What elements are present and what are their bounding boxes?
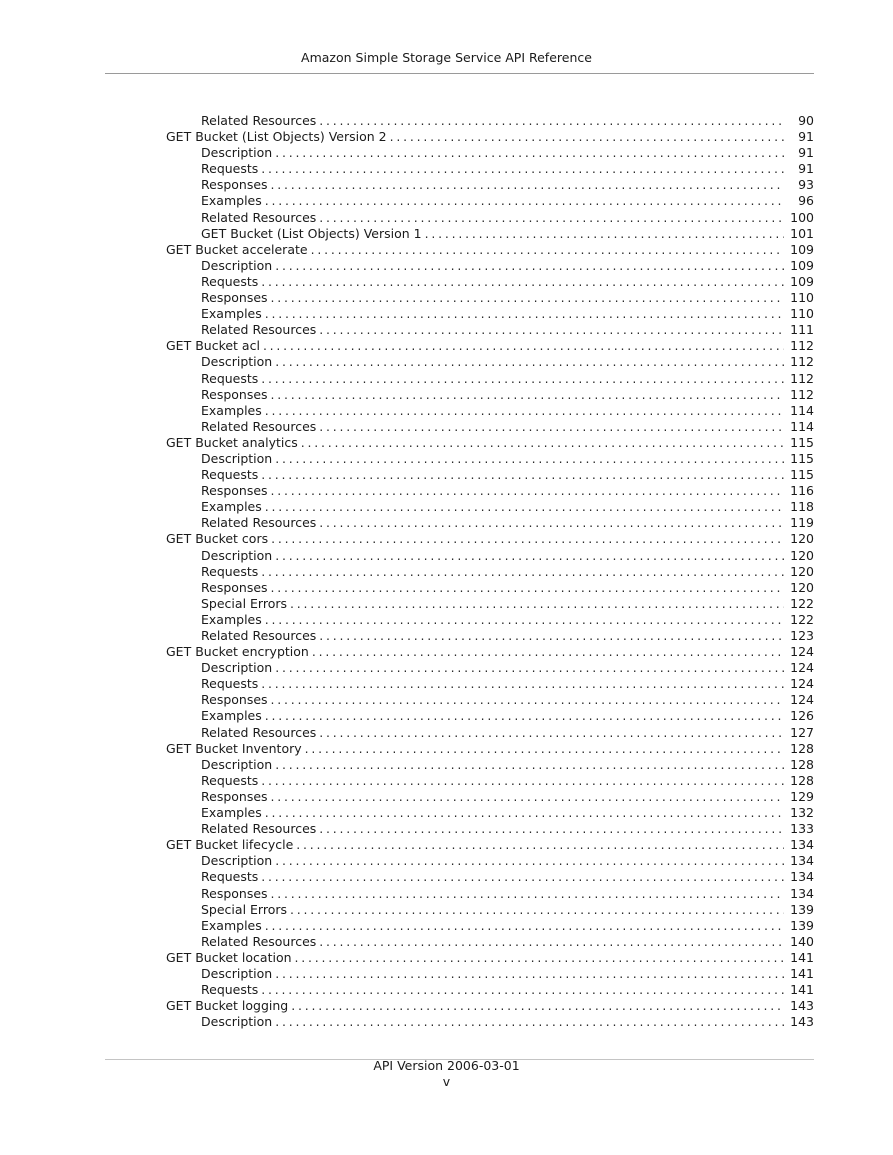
dot-leader (271, 580, 784, 596)
toc-entry-title: GET Bucket lifecycle (166, 837, 294, 853)
toc-entry-page-number: 141 (790, 965, 814, 981)
toc-entry-title: Related Resources (201, 209, 317, 225)
dot-leader (265, 499, 784, 515)
toc-subsection-entry[interactable] (166, 580, 814, 596)
toc-entry-page-number: 124 (790, 644, 814, 660)
toc-subsection-entry[interactable] (166, 886, 814, 902)
toc-subsection-entry[interactable] (166, 708, 814, 724)
toc-entry-page-number: 128 (790, 740, 814, 756)
dot-leader (261, 564, 784, 580)
toc-entry-page-number: 124 (790, 676, 814, 692)
toc-entry-page-number: 93 (798, 177, 814, 193)
toc-subsection-entry[interactable] (166, 692, 814, 708)
dot-leader (265, 708, 784, 724)
dot-leader (261, 274, 784, 290)
dot-leader (275, 966, 784, 982)
toc-entry-page-number: 101 (790, 225, 814, 241)
toc-entry-page-number: 112 (790, 338, 814, 354)
toc-entry-page-number: 134 (790, 837, 814, 853)
dot-leader (261, 773, 784, 789)
dot-leader (290, 902, 784, 918)
dot-leader (265, 306, 784, 322)
toc-subsection-entry[interactable] (166, 853, 814, 869)
dot-leader (390, 129, 784, 145)
dot-leader (261, 676, 784, 692)
dot-leader (271, 177, 784, 193)
dot-leader (261, 161, 784, 177)
toc-entry-title: Related Resources (201, 418, 317, 434)
toc-entry-title: Description (201, 145, 273, 161)
toc-entry-title: Related Resources (201, 322, 317, 338)
toc-subsection-entry[interactable] (166, 548, 814, 564)
toc-subsection-entry[interactable] (166, 902, 814, 918)
toc-entry-title: Requests (201, 772, 259, 788)
toc-entry-title: Responses (201, 386, 268, 402)
toc-subsection-entry[interactable] (166, 274, 814, 290)
toc-entry-page-number: 120 (790, 547, 814, 563)
toc-subsection-entry[interactable] (166, 451, 814, 467)
toc-entry-page-number: 115 (790, 434, 814, 450)
dot-leader (265, 612, 784, 628)
dot-leader (261, 869, 784, 885)
dot-leader (319, 419, 784, 435)
toc-entry-page-number: 143 (790, 998, 814, 1014)
toc-entry-title: Requests (201, 370, 259, 386)
toc-entry-title: GET Bucket cors (166, 531, 269, 547)
toc-entry-page-number: 129 (790, 788, 814, 804)
toc-subsection-entry[interactable] (166, 869, 814, 885)
toc-entry-title: Requests (201, 982, 259, 998)
toc-section-entry[interactable] (166, 129, 814, 145)
dot-leader (271, 483, 784, 499)
toc-subsection-entry[interactable] (166, 612, 814, 628)
toc-entry-title: Responses (201, 290, 268, 306)
dot-leader (301, 435, 784, 451)
dot-leader (261, 467, 784, 483)
dot-leader (305, 741, 784, 757)
toc-entry-page-number: 140 (790, 933, 814, 949)
toc-entry-title: Related Resources (201, 933, 317, 949)
dot-leader (275, 451, 784, 467)
toc-entry-page-number: 134 (790, 869, 814, 885)
toc-subsection-entry[interactable] (166, 403, 814, 419)
toc-entry-page-number: 91 (798, 145, 814, 161)
toc-entry-page-number: 91 (798, 129, 814, 145)
toc-entry-page-number: 110 (790, 306, 814, 322)
toc-subsection-entry[interactable] (166, 499, 814, 515)
dot-leader (271, 387, 784, 403)
toc-entry-title: Examples (201, 193, 262, 209)
toc-entry-page-number: 127 (790, 724, 814, 740)
toc-subsection-entry[interactable] (166, 371, 814, 387)
toc-subsection-entry[interactable] (166, 515, 814, 531)
toc-section-entry[interactable] (166, 531, 814, 547)
table-of-contents (166, 113, 814, 1030)
dot-leader (296, 837, 784, 853)
toc-section-entry[interactable] (166, 644, 814, 660)
toc-entry-title: GET Bucket acl (166, 338, 260, 354)
toc-entry-page-number: 122 (790, 611, 814, 627)
toc-entry-page-number: 134 (790, 885, 814, 901)
toc-entry-title: Examples (201, 306, 262, 322)
toc-entry-page-number: 118 (790, 499, 814, 515)
toc-entry-page-number: 115 (790, 450, 814, 466)
dot-leader (312, 644, 784, 660)
toc-entry-title: GET Bucket (List Objects) Version 1 (201, 225, 422, 241)
toc-entry-page-number: 120 (790, 563, 814, 579)
toc-subsection-entry[interactable] (166, 177, 814, 193)
toc-entry-title: Requests (201, 467, 259, 483)
toc-entry-page-number: 112 (790, 354, 814, 370)
toc-subsection-entry[interactable] (166, 258, 814, 274)
toc-entry-title: Responses (201, 788, 268, 804)
dot-leader (271, 886, 784, 902)
toc-entry-page-number: 122 (790, 595, 814, 611)
toc-entry-title: Responses (201, 177, 268, 193)
dot-leader (261, 371, 784, 387)
toc-entry-title: Requests (201, 563, 259, 579)
toc-subsection-entry[interactable] (166, 322, 814, 338)
toc-entry-title: Related Resources (201, 821, 317, 837)
toc-entry-page-number: 112 (790, 370, 814, 386)
toc-entry-title: Related Resources (201, 515, 317, 531)
toc-subsection-entry[interactable] (166, 918, 814, 934)
toc-subsection-entry[interactable] (166, 161, 814, 177)
toc-entry-title: Description (201, 450, 273, 466)
toc-subsection-entry[interactable] (166, 193, 814, 209)
dot-leader (275, 145, 784, 161)
dot-leader (271, 531, 784, 547)
toc-subsection-entry[interactable] (166, 757, 814, 773)
dot-leader (319, 628, 784, 644)
toc-entry-page-number: 115 (790, 467, 814, 483)
page-header: Amazon Simple Storage Service API Reference (301, 50, 592, 65)
toc-entry-title: Description (201, 965, 273, 981)
dot-leader (263, 338, 784, 354)
toc-entry-title: Examples (201, 611, 262, 627)
toc-entry-page-number: 123 (790, 628, 814, 643)
dot-leader (265, 805, 784, 821)
toc-entry-title: Description (201, 660, 273, 676)
dot-leader (425, 226, 784, 242)
toc-entry-page-number: 114 (790, 418, 814, 434)
dot-leader (271, 789, 784, 805)
toc-entry-page-number: 128 (790, 756, 814, 772)
dot-leader (275, 354, 784, 370)
toc-entry-page-number: 139 (790, 917, 814, 933)
toc-subsection-entry[interactable] (166, 982, 814, 998)
toc-entry-title: Requests (201, 161, 259, 177)
dot-leader (275, 757, 784, 773)
dot-leader (275, 258, 784, 274)
toc-entry-title: Examples (201, 402, 262, 418)
toc-entry-page-number: 141 (790, 949, 814, 965)
toc-subsection-entry[interactable] (166, 628, 814, 644)
toc-subsection-entry[interactable] (166, 387, 814, 403)
toc-entry-title: Examples (201, 917, 262, 933)
toc-subsection-entry[interactable] (166, 805, 814, 821)
toc-entry-title: Responses (201, 885, 268, 901)
api-version-label: API Version 2006-03-01 (373, 1058, 520, 1073)
toc-entry-page-number: 124 (790, 692, 814, 708)
toc-entry-title: Description (201, 1014, 273, 1030)
toc-entry-page-number: 139 (790, 901, 814, 917)
toc-subsection-entry[interactable] (166, 113, 814, 129)
dot-leader (265, 918, 784, 934)
toc-entry-page-number: 112 (790, 386, 814, 402)
toc-entry-page-number: 110 (790, 290, 814, 306)
page-footer (0, 1058, 893, 1090)
toc-entry-page-number: 141 (790, 982, 814, 998)
dot-leader (319, 934, 784, 950)
toc-section-entry[interactable] (166, 837, 814, 853)
toc-entry-title: GET Bucket (List Objects) Version 2 (166, 129, 387, 145)
toc-entry-page-number: 91 (798, 161, 814, 177)
dot-leader (319, 210, 784, 226)
dot-leader (291, 998, 784, 1014)
toc-entry-title: Examples (201, 499, 262, 515)
toc-entry-page-number: 96 (798, 193, 814, 209)
toc-entry-title: GET Bucket encryption (166, 644, 309, 660)
dot-leader (275, 548, 784, 564)
toc-entry-page-number: 109 (790, 273, 814, 289)
toc-entry-title: Responses (201, 579, 268, 595)
toc-entry-page-number: 126 (790, 708, 814, 724)
dot-leader (271, 692, 784, 708)
toc-entry-title: GET Bucket logging (166, 998, 289, 1014)
toc-subsection-entry[interactable] (166, 596, 814, 612)
toc-subsection-entry[interactable] (166, 660, 814, 676)
toc-entry-page-number: 109 (790, 257, 814, 273)
toc-entry-title: Description (201, 257, 273, 273)
toc-section-entry[interactable] (166, 435, 814, 451)
toc-entry-page-number: 100 (790, 209, 814, 225)
toc-entry-page-number: 90 (798, 113, 814, 128)
toc-entry-page-number: 119 (790, 515, 814, 531)
toc-subsection-entry[interactable] (166, 725, 814, 741)
toc-entry-title: GET Bucket location (166, 949, 292, 965)
toc-entry-page-number: 128 (790, 772, 814, 788)
toc-entry-title: Related Resources (201, 113, 317, 128)
toc-subsection-entry[interactable] (166, 821, 814, 837)
toc-subsection-entry[interactable] (166, 210, 814, 226)
dot-leader (295, 950, 784, 966)
toc-entry-title: Special Errors (201, 901, 287, 917)
toc-entry-title: Examples (201, 708, 262, 724)
toc-entry-page-number: 133 (790, 821, 814, 837)
header-divider (105, 73, 814, 74)
toc-entry-title: Examples (201, 805, 262, 821)
page-number: v (442, 1074, 451, 1089)
dot-leader (261, 982, 784, 998)
toc-subsection-entry[interactable] (166, 419, 814, 435)
dot-leader (271, 290, 784, 306)
toc-entry-page-number: 120 (790, 579, 814, 595)
dot-leader (275, 1014, 784, 1030)
toc-subsection-entry[interactable] (166, 1014, 814, 1030)
toc-subsection-entry[interactable] (166, 934, 814, 950)
toc-entry-title: Requests (201, 676, 259, 692)
toc-section-entry[interactable] (166, 741, 814, 757)
toc-entry-page-number: 120 (790, 531, 814, 547)
toc-entry-title: Related Resources (201, 628, 317, 643)
toc-entry-page-number: 109 (790, 241, 814, 257)
toc-subsection-entry[interactable] (166, 145, 814, 161)
toc-entry-title: GET Bucket analytics (166, 434, 298, 450)
toc-entry-page-number: 134 (790, 853, 814, 869)
toc-entry-title: GET Bucket accelerate (166, 241, 308, 257)
toc-subsection-entry[interactable] (166, 354, 814, 370)
toc-subsection-entry[interactable] (166, 676, 814, 692)
dot-leader (290, 596, 784, 612)
toc-subsection-entry[interactable] (166, 564, 814, 580)
toc-section-entry[interactable] (166, 242, 814, 258)
toc-subsection-entry[interactable] (166, 306, 814, 322)
toc-subsection-entry[interactable] (166, 467, 814, 483)
toc-section-entry[interactable] (166, 998, 814, 1014)
toc-subsection-entry[interactable] (166, 773, 814, 789)
toc-entry-title: Responses (201, 692, 268, 708)
dot-leader (265, 193, 784, 209)
toc-entry-title: Description (201, 756, 273, 772)
dot-leader (311, 242, 784, 258)
toc-entry-title: GET Bucket Inventory (166, 740, 302, 756)
dot-leader (265, 403, 784, 419)
dot-leader (275, 660, 784, 676)
dot-leader (319, 322, 784, 338)
dot-leader (319, 725, 784, 741)
toc-entry-title: Responses (201, 483, 268, 499)
toc-entry-title: Description (201, 547, 273, 563)
toc-entry-page-number: 143 (790, 1014, 814, 1030)
dot-leader (319, 113, 784, 129)
toc-subsection-entry[interactable] (166, 290, 814, 306)
toc-subsection-entry[interactable] (166, 226, 814, 242)
dot-leader (319, 821, 784, 837)
toc-section-entry[interactable] (166, 950, 814, 966)
toc-section-entry[interactable] (166, 338, 814, 354)
toc-entry-title: Requests (201, 869, 259, 885)
toc-entry-title: Description (201, 354, 273, 370)
toc-entry-page-number: 116 (790, 483, 814, 499)
toc-entry-page-number: 124 (790, 660, 814, 676)
toc-entry-title: Description (201, 853, 273, 869)
toc-entry-title: Requests (201, 273, 259, 289)
toc-subsection-entry[interactable] (166, 789, 814, 805)
toc-entry-page-number: 111 (790, 322, 814, 338)
dot-leader (275, 853, 784, 869)
toc-entry-page-number: 114 (790, 402, 814, 418)
toc-subsection-entry[interactable] (166, 966, 814, 982)
toc-entry-title: Special Errors (201, 595, 287, 611)
dot-leader (319, 515, 784, 531)
toc-entry-title: Related Resources (201, 724, 317, 740)
toc-subsection-entry[interactable] (166, 483, 814, 499)
toc-entry-page-number: 132 (790, 805, 814, 821)
